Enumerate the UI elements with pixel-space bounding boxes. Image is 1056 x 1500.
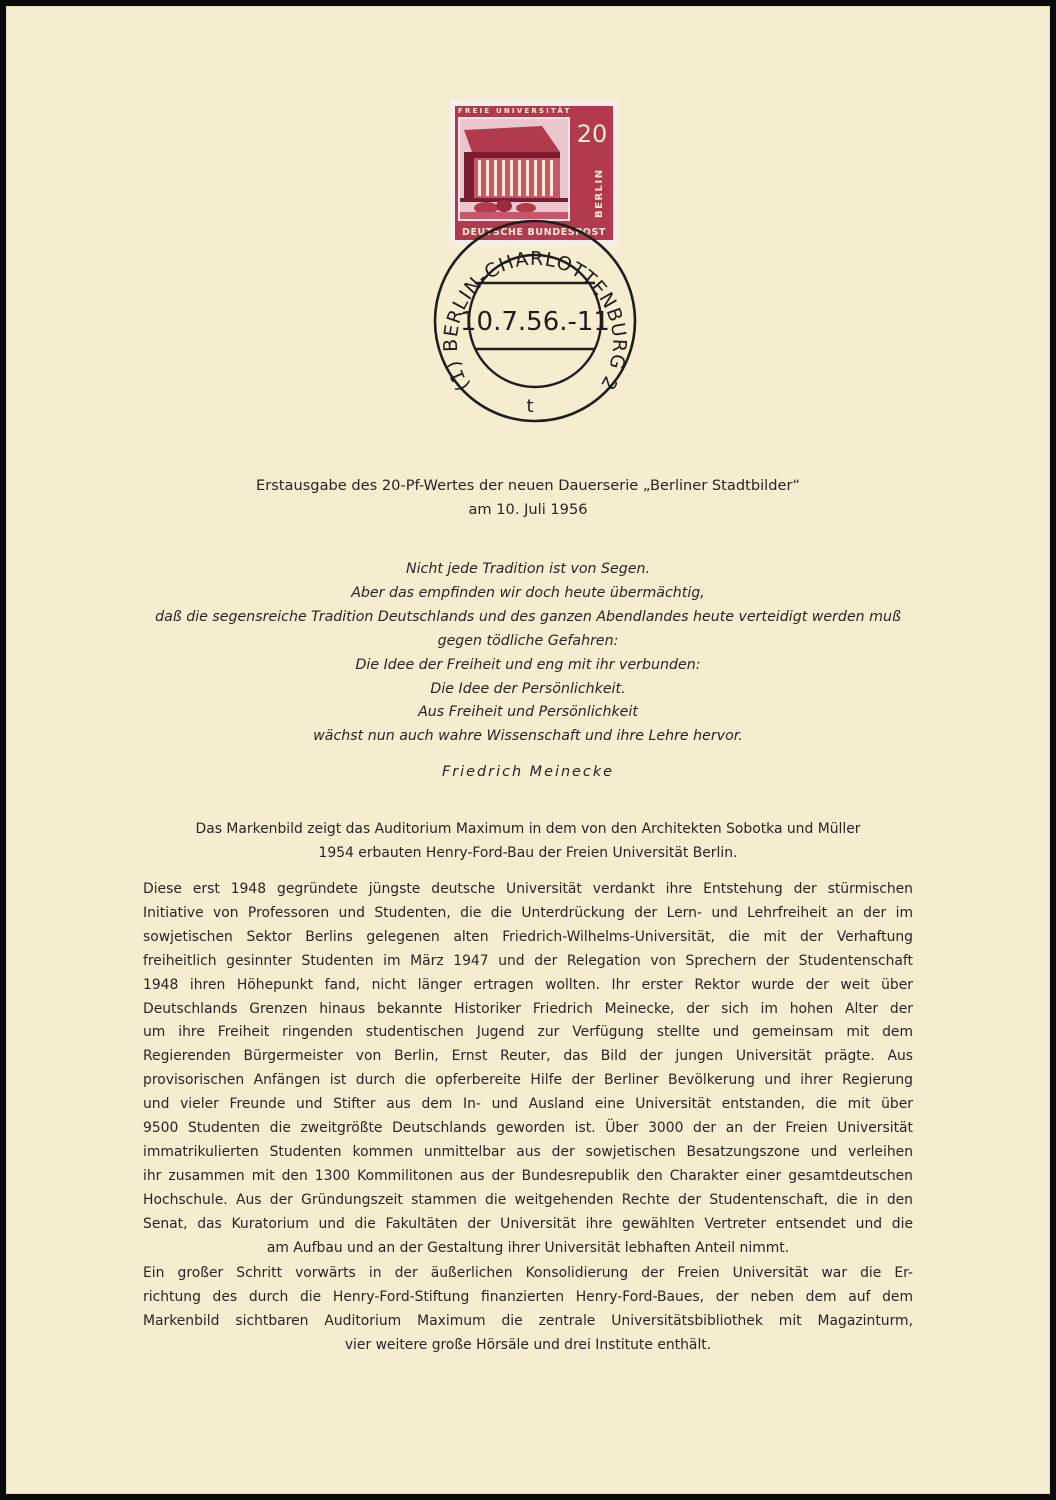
paragraph-henry-ford-bau [143, 1262, 913, 1358]
paragraph-line: Hochschule. Aus der Gründungszeit stammen die weitgehenden Rechte der Studentenschaft, die in den [143, 1191, 913, 1208]
stamp-side-text: BERLIN [594, 168, 605, 218]
paragraph-line: ihr zusammen mit den 1300 Kommilitonen aus der Bundesrepublik den Charakter einer gesamtdeutschen [143, 1167, 913, 1184]
paragraph-line: freiheitlich gesinnter Studenten im März 1947 und der Relegation von Sprechern der Studentenschaft [143, 952, 913, 969]
building-illustration [460, 119, 568, 219]
quote-line: daß die segensreiche Tradition Deutschlands und des ganzen Abendlandes heute verteidigt werden muß [155, 608, 901, 625]
paragraph-line: und vieler Freunde und Stifter aus dem In- und Ausland eine Universität entstanden, die mit über [143, 1096, 913, 1113]
paragraph-line: Initiative von Professoren und Studenten, die die Unterdrückung der Lern- und Lehrfreiheit an der im [143, 904, 913, 921]
stamp-value: 20 [576, 120, 608, 148]
paragraph-line: Diese erst 1948 gegründete jüngste deutsche Universität verdankt ihre Entstehung der stürmischen [143, 881, 913, 897]
postmark-ring-text: (1) BERLIN-CHARLOTTENBURG 2 [439, 247, 631, 395]
paragraph-line: Regierenden Bürgermeister von Berlin, Ernst Reuter, das Bild der jungen Universität prägte. Aus [143, 1048, 913, 1065]
quote-line: Die Idee der Freiheit und eng mit ihr verbunden: [355, 656, 701, 673]
paragraph-line: um ihre Freiheit ringenden studentischen Jugend zur Verfügung stellte und gemeinsam mit dem [143, 1024, 913, 1041]
stamp-bottom-text: DEUTSCHE BUNDESPOST [461, 227, 607, 238]
quote-line: Nicht jede Tradition ist von Segen. [405, 561, 650, 577]
paragraph-line: am Aufbau und an der Gestaltung ihrer Universität lebhaften Anteil nimmt. [266, 1239, 790, 1256]
postmark [430, 216, 640, 426]
souvenir-sheet [6, 6, 1050, 1494]
meinecke-quote [6, 558, 1050, 749]
quote-line: Aus Freiheit und Persönlichkeit [418, 704, 638, 721]
paragraph-line: Deutschlands Grenzen hinaus bekannte Historiker Friedrich Meinecke, der sich im hohen Alter der [143, 1000, 913, 1017]
quote-author: Friedrich Meinecke [441, 764, 615, 780]
paragraph-line: 1948 ihren Höhepunkt fand, nicht länger ertragen wollten. Ihr erster Rektor wurde der weit über [143, 976, 913, 993]
quote-line: Die Idee der Persönlichkeit. [430, 680, 626, 697]
paragraph-line: sowjetischen Sektor Berlins gelegenen alten Friedrich-Wilhelms-Universität, die mit der Verhaftung [143, 928, 913, 945]
quote-line: gegen tödliche Gefahren: [437, 632, 619, 649]
paragraph-line: richtung des durch die Henry-Ford-Stiftung finanzierten Henry-Ford-Baues, der neben dem auf dem [143, 1288, 913, 1305]
paragraph-university-history [143, 878, 913, 1261]
paragraph-line: Das Markenbild zeigt das Auditorium Maximum in dem von den Architekten Sobotka und Müller [195, 821, 861, 837]
stamp-top-text: FREIE UNIVERSITÄT [458, 107, 572, 115]
issue-heading [6, 474, 1050, 522]
paragraph-line: Senat, das Kuratorium und die Fakultäten der Universität ihre gewählten Vertreter entsendet und die [143, 1215, 913, 1232]
paragraph-stamp-description [143, 818, 913, 866]
paragraph-line: vier weitere große Hörsäle und drei Institute enthält. [344, 1336, 712, 1353]
paragraph-line: Markenbild sichtbaren Auditorium Maximum die zentrale Universitätsbibliothek mit Magazinturm, [143, 1312, 913, 1329]
quote-line: Aber das empfinden wir doch heute übermächtig, [351, 584, 705, 601]
issue-heading-line-2: am 10. Juli 1956 [468, 501, 588, 518]
paragraph-line: 9500 Studenten die zweitgrößte Deutschlands geworden ist. Über 3000 der an der Freien Universität [143, 1120, 913, 1137]
postmark-date: 10.7.56.-11 [460, 307, 610, 337]
paragraph-line: Ein großer Schritt vorwärts in der äußerlichen Konsolidierung der Freien Universität war die Er- [143, 1265, 913, 1281]
paragraph-line: immatrikulierten Studenten kommen unmittelbar aus der sowjetischen Besatzungszone und verleihen [143, 1143, 913, 1160]
paragraph-line: provisorischen Anfängen ist durch die opferbereite Hilfe der Berliner Bevölkerung und ihrer Regierung [143, 1072, 913, 1089]
paragraph-line: 1954 erbauten Henry-Ford-Bau der Freien Universität Berlin. [318, 844, 738, 861]
issue-heading-line-1: Erstausgabe des 20-Pf-Wertes der neuen Dauerserie „Berliner Stadtbilder“ [255, 477, 801, 494]
quote-line: wächst nun auch wahre Wissenschaft und ihre Lehre hervor. [313, 728, 743, 745]
postmark-letter: t [526, 396, 534, 417]
